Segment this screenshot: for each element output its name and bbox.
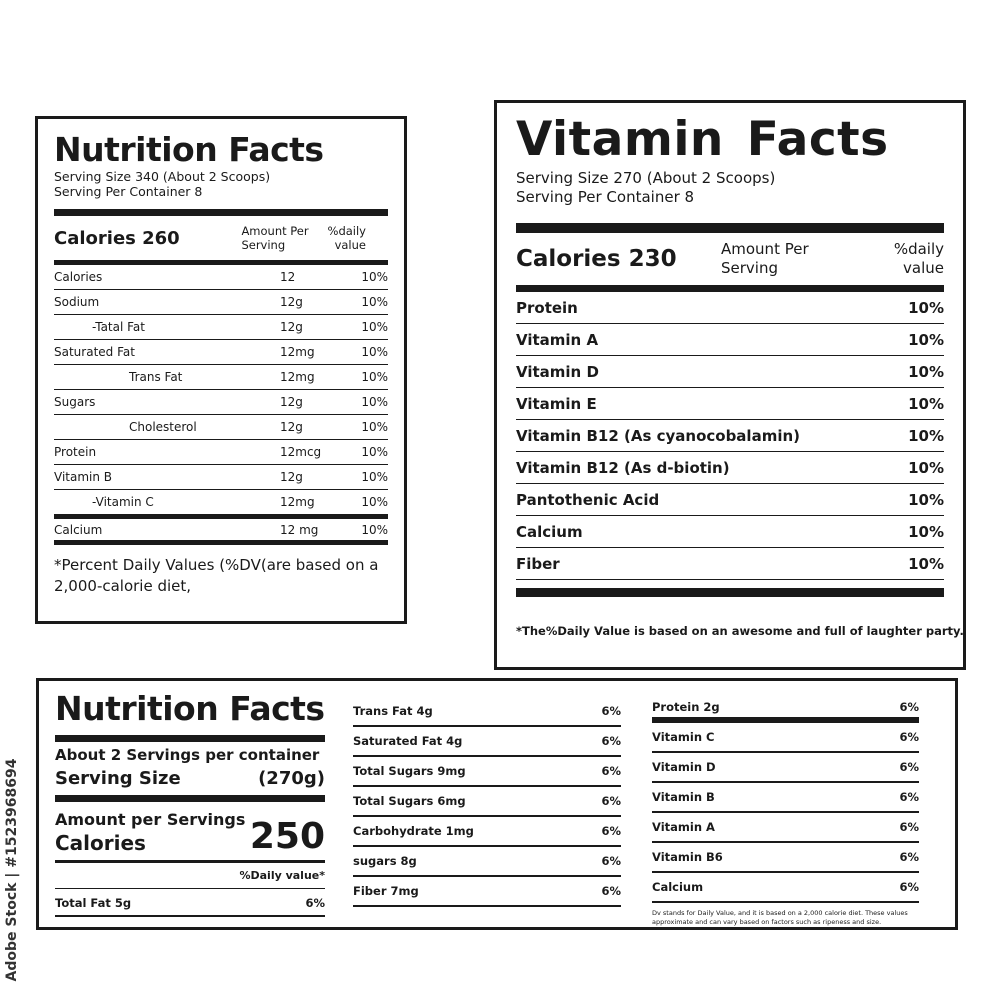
nutrient-name: Vitamin D [652,760,716,774]
nutrient-percent: 6% [601,794,621,808]
nutrient-percent: 10% [361,395,388,409]
nutrient-percent: 6% [601,884,621,898]
nutrient-percent: 6% [899,700,919,714]
nutrient-percent: 10% [361,345,388,359]
nutrient-name: Total Sugars 9mg [353,764,466,778]
vitamin-row [516,356,944,388]
vitamin-name: Vitamin D [516,362,599,381]
nutrient-name: Vitamin C [652,730,715,744]
nutrient-name: -Vitamin C [92,495,154,509]
serving-size: Serving Size 270 (About 2 Scoops) [516,169,776,187]
vitamin-name: Vitamin B12 (As d-biotin) [516,458,730,477]
watermark-text: Adobe Stock | #1523968694 [4,758,20,982]
calories-header-row [516,233,944,292]
nutrient-row [652,783,919,813]
nutrient-percent: 10% [361,470,388,484]
nutrient-column-3 [652,697,919,927]
nutrient-name: Saturated Fat 4g [353,734,463,748]
vitamin-percent: 10% [908,394,944,413]
nutrient-percent: 10% [361,420,388,434]
vitamin-rows [516,292,944,580]
dv-header: %daily value [893,240,944,277]
nutrient-percent: 10% [361,370,388,384]
nutrient-percent: 10% [361,295,388,309]
nutrient-row [353,787,621,817]
vitamin-row [516,420,944,452]
nutrient-name: Calcium [652,880,704,894]
vitamin-row [516,388,944,420]
nutrient-amount: 12mg [280,370,315,384]
serving-size: Serving Size 340 (About 2 Scoops) [54,169,271,184]
thick-divider [54,209,388,216]
nutrient-name: Calories [54,270,103,284]
nutrient-name: Total Fat 5g [55,896,132,910]
vitamin-row [516,548,944,580]
nutrient-row [652,813,919,843]
vitamin-row [516,324,944,356]
nutrient-name: Sugars [54,395,96,409]
calories-heading: Calories 230 [516,246,677,272]
calories-heading: Calories 260 [54,227,180,249]
nutrient-row [54,490,388,515]
nutrient-percent: 6% [305,896,325,910]
servings-per-container: Serving Per Container 8 [54,184,203,199]
vitamin-name: Vitamin E [516,394,597,413]
vitamin-percent: 10% [908,330,944,349]
nutrient-amount: 12g [280,470,303,484]
serving-size-label: Serving Size [55,768,181,789]
nutrient-percent: 6% [899,730,919,744]
nutrient-percent: 6% [899,880,919,894]
nutrient-amount: 12g [280,295,303,309]
nutrient-row [54,515,388,545]
nutrient-row [54,440,388,465]
label-title: Nutrition Facts [55,689,325,728]
vitamin-percent: 10% [908,362,944,381]
nutrient-list [652,697,919,903]
nutrient-row [652,697,919,723]
nutrient-row [353,757,621,787]
nutrient-amount: 12g [280,395,303,409]
nutrient-row [652,723,919,753]
vitamin-percent: 10% [908,522,944,541]
stock-watermark [2,750,22,990]
nutrient-percent: 6% [601,704,621,718]
nutrient-row [652,873,919,903]
thick-divider [55,795,325,802]
nutrient-name: Cholesterol [129,420,197,434]
amount-header: Amount Per Serving [241,224,309,252]
thick-divider [55,735,325,742]
servings-per-container: Serving Per Container 8 [516,188,695,206]
nutrient-percent: 10% [361,522,388,537]
nutrient-percent: 10% [361,445,388,459]
calories-header-row [54,216,388,265]
nutrient-amount: 12mg [280,345,315,359]
nutrient-name: Vitamin B6 [652,850,723,864]
nutrient-name: Trans Fat 4g [353,704,433,718]
nutrient-name: Protein 2g [652,700,720,714]
calories-label: Calories [55,831,146,855]
nutrient-percent: 6% [601,854,621,868]
nutrient-name: sugars 8g [353,854,417,868]
footnote: *The%Daily Value is based on an awesome and full of laughter party. [516,624,964,638]
nutrient-name: Saturated Fat [54,345,135,359]
nutrient-amount: 12 mg [280,522,319,537]
nutrient-amount: 12 [280,270,296,284]
vitamin-name: Vitamin B12 (As cyanocobalamin) [516,426,800,445]
nutrition-facts-label-wide [36,678,958,930]
nutrient-row [54,415,388,440]
nutrient-name: Protein [54,445,97,459]
nutrient-column-2 [353,697,621,907]
summary-column [55,689,325,917]
serving-size-row [55,768,325,789]
nutrient-name: Total Sugars 6mg [353,794,466,808]
vitamin-name: Vitamin A [516,330,599,349]
nutrient-name: Vitamin A [652,820,715,834]
nutrient-percent: 6% [899,820,919,834]
serving-size-value: (270g) [258,768,325,789]
nutrient-name: -Tatal Fat [92,320,145,334]
nutrient-row [54,340,388,365]
dv-header: %Daily value* [239,869,325,882]
nutrient-name: Vitamin B [652,790,715,804]
nutrient-rows [54,265,388,515]
nutrient-percent: 10% [361,320,388,334]
nutrient-name: Trans Fat [129,370,183,384]
nutrient-percent: 6% [601,824,621,838]
nutrient-row [652,753,919,783]
nutrient-percent: 6% [899,850,919,864]
vitamin-row [516,452,944,484]
nutrient-row [54,390,388,415]
nutrient-name: Fiber 7mg [353,884,419,898]
vitamin-percent: 10% [908,554,944,573]
nutrient-row [54,365,388,390]
dv-header: %daily value [327,224,366,252]
nutrient-row [353,697,621,727]
nutrient-row [353,817,621,847]
amount-header: Amount Per Serving [721,240,809,277]
nutrient-name: Calcium [54,522,103,537]
nutrient-percent: 10% [361,270,388,284]
vitamin-row [516,484,944,516]
nutrient-name: Carbohydrate 1mg [353,824,474,838]
label-title: Vitamin Facts [516,112,889,167]
nutrient-percent: 6% [899,760,919,774]
daily-value-note: Dv stands for Daily Value, and it is based on a 2,000 calorie diet. These values approximate and can vary based on factors such as ripeness and size. [652,909,908,926]
calories-value: 250 [249,816,325,857]
nutrient-amount: 12mg [280,495,315,509]
vitamin-percent: 10% [908,490,944,509]
thick-divider [516,223,944,233]
label-title: Nutrition Facts [54,130,324,169]
nutrient-row [54,465,388,490]
vitamin-percent: 10% [908,458,944,477]
vitamin-row [516,292,944,324]
vitamin-name: Protein [516,298,578,317]
nutrient-row [353,727,621,757]
vitamin-percent: 10% [908,426,944,445]
nutrient-percent: 6% [601,764,621,778]
nutrient-name: Vitamin B [54,470,113,484]
nutrient-percent: 6% [899,790,919,804]
nutrient-percent: 10% [361,495,388,509]
vitamin-name: Pantothenic Acid [516,490,660,509]
total-fat-row [55,888,325,917]
calories-block [55,810,325,856]
vitamin-name: Fiber [516,554,560,573]
nutrient-row [54,265,388,290]
nutrient-row [353,847,621,877]
divider [55,860,325,863]
nutrient-name: Sodium [54,295,100,309]
vitamin-percent: 10% [908,298,944,317]
amount-per-servings: Amount per Servings [55,810,246,829]
nutrient-amount: 12mcg [280,445,322,459]
nutrient-amount: 12g [280,420,303,434]
nutrient-row [652,843,919,873]
nutrient-row [54,315,388,340]
nutrient-percent: 6% [601,734,621,748]
nutrient-row [54,290,388,315]
vitamin-name: Calcium [516,522,583,541]
thick-divider [516,588,944,597]
servings-per-container: About 2 Servings per container [55,746,320,764]
vitamin-facts-label [494,100,966,670]
nutrient-row [353,877,621,907]
nutrition-facts-label-1 [35,116,407,624]
footnote: *Percent Daily Values (%DV(are based on a 2,000-calorie diet, [54,556,379,595]
vitamin-row [516,516,944,548]
nutrient-amount: 12g [280,320,303,334]
